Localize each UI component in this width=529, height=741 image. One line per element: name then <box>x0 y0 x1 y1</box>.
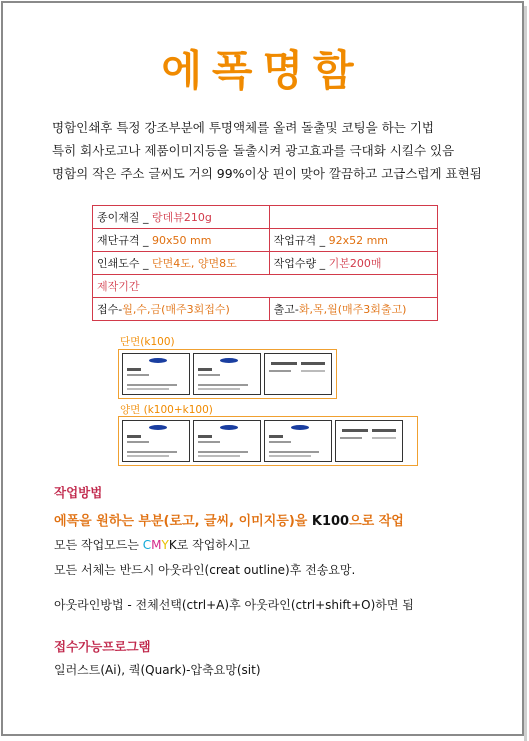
spec-paper-cell <box>93 206 270 229</box>
spec-label: 접수- <box>97 303 123 316</box>
method-line-outline: 모든 서체는 반드시 아웃라인(creat outline)후 전송요망. <box>54 563 356 577</box>
table-row <box>93 252 438 275</box>
spec-label: 인쇄도수 _ <box>97 257 152 270</box>
spec-value: 랑데뷰210g <box>152 211 212 224</box>
double-side-sample <box>118 416 418 466</box>
programs-heading: 접수가능프로그램 <box>54 639 151 654</box>
method-text: 으로 작업 <box>349 514 404 529</box>
cmyk-y: Y <box>161 538 169 552</box>
spec-value: 기본200매 <box>328 257 382 270</box>
intro-line: 특히 회사로고나 제품이미지등을 돌출시켜 광고효과를 극대화 시킬수 있음 <box>52 143 455 158</box>
card-front-image <box>122 353 190 395</box>
spec-cut-cell <box>93 229 270 252</box>
method-text: 로 작업하시고 <box>176 538 251 552</box>
method-heading: 작업방법 <box>54 485 103 500</box>
intro-line: 명함의 작은 주소 글씨도 거의 99%이상 핀이 맞아 깔끔하고 고급스럽게 표현됨 <box>52 166 482 181</box>
intro-line: 명함인쇄후 특정 강조부분에 투명액체를 올려 돌출및 코팅을 하는 기법 <box>52 120 434 135</box>
spec-value: 월,수,금(매주3회접수) <box>122 303 230 316</box>
intro-text <box>52 116 492 185</box>
table-row <box>93 275 438 298</box>
spec-label: 제작기간 <box>97 280 140 293</box>
method-line-outline-howto: 아웃라인방법 - 전체선택(ctrl+A)후 아웃라인(ctrl+shift+O)하면 됨 <box>54 598 414 612</box>
spec-qty-cell <box>269 252 437 275</box>
spec-label: 작업수량 _ <box>273 257 329 270</box>
spec-receive-cell <box>93 298 270 321</box>
spec-period-cell <box>93 275 438 298</box>
cmyk-m: M <box>151 538 162 552</box>
spec-color-cell <box>93 252 270 275</box>
single-side-sample <box>118 349 337 399</box>
card-front-image <box>122 420 190 462</box>
card-back-image <box>335 420 403 462</box>
spec-label: 종이재질 _ <box>97 211 152 224</box>
spec-value: 단면4도, 양면8도 <box>152 257 237 270</box>
card-front-image <box>193 353 261 395</box>
spec-label: 재단규격 _ <box>97 234 152 247</box>
card-back-image <box>264 353 332 395</box>
spec-ship-cell <box>269 298 437 321</box>
method-line-epoxy <box>54 510 404 529</box>
method-text: 모든 작업모드는 <box>54 538 143 552</box>
spec-table <box>92 205 438 321</box>
method-line-cmyk <box>54 536 250 553</box>
page-title: 에폭명함 <box>161 46 364 95</box>
cmyk-k: K <box>168 538 177 552</box>
method-text: 에폭을 원하는 부분(로고, 글씨, 이미지등)을 <box>54 514 312 529</box>
programs-line: 일러스트(Ai), 쿽(Quark)-압축요망(sit) <box>54 663 261 677</box>
spec-empty-cell <box>269 206 437 229</box>
spec-label: 출고- <box>273 303 299 316</box>
spec-value: 화,목,월(매주3회출고) <box>298 303 407 316</box>
spec-work-cell <box>269 229 437 252</box>
table-row <box>93 229 438 252</box>
card-front-image <box>264 420 332 462</box>
cmyk-c: C <box>142 538 152 552</box>
table-row <box>93 206 438 229</box>
spec-label: 작업규격 _ <box>273 234 329 247</box>
spec-value: 90x50 mm <box>152 234 212 247</box>
card-front-image <box>193 420 261 462</box>
method-k100: K100 <box>311 514 350 529</box>
double-side-label: 양면 (k100+k100) <box>120 404 213 416</box>
single-side-label: 단면(k100) <box>120 336 175 348</box>
spec-value: 92x52 mm <box>328 234 389 247</box>
table-row <box>93 298 438 321</box>
